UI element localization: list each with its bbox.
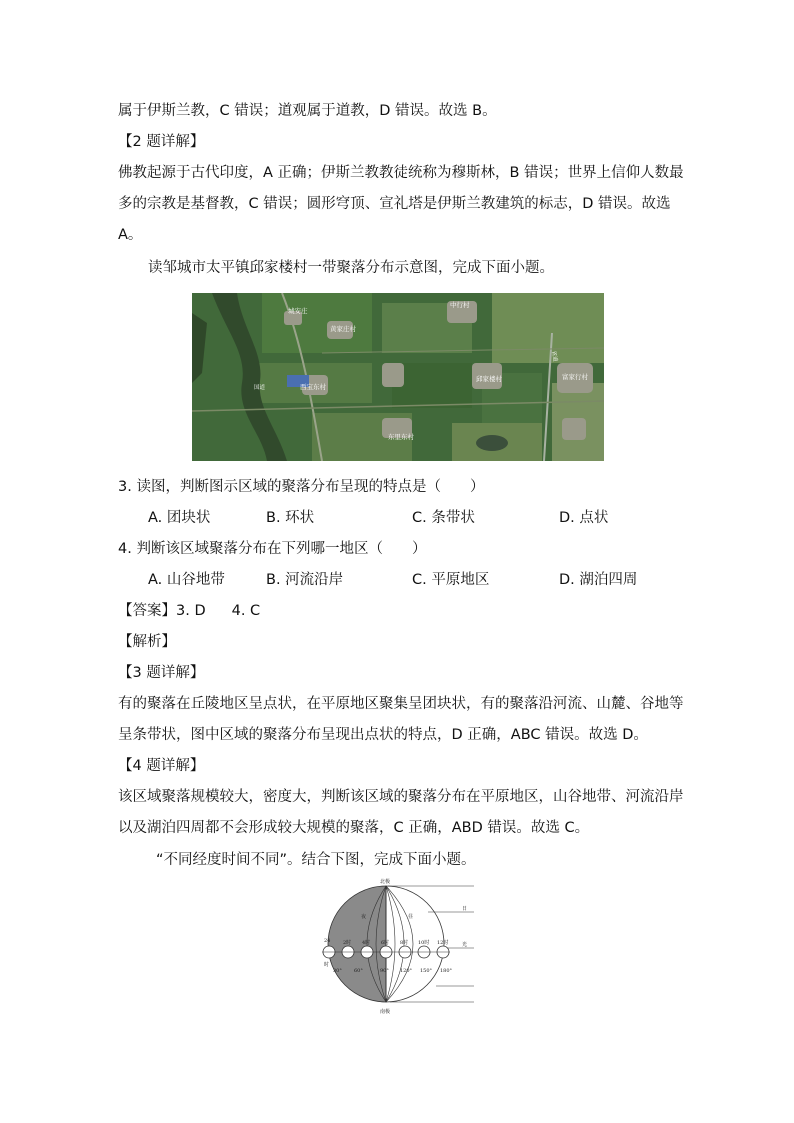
- clock-time-6: 12时: [437, 940, 449, 946]
- answer-4: 4. C: [231, 603, 261, 619]
- q3-option-c: C. 条带状: [412, 510, 475, 526]
- clock-time-5: 10时: [418, 940, 430, 946]
- answer-line: [118, 601, 260, 621]
- map-label-road-right: 省道: [550, 350, 558, 363]
- q4-option-a: A. 山谷地带: [148, 572, 225, 588]
- night-label: 夜: [361, 914, 367, 920]
- analysis-heading: 【解析】: [118, 634, 176, 650]
- section-heading: 【4 题详解】: [118, 758, 205, 774]
- text-line: 有的聚落在丘陵地区呈点状，在平原地区聚集呈团块状，有的聚落沿河流、山麓、谷地等: [118, 696, 684, 712]
- question-intro: 读邹城市太平镇邱家楼村一带聚落分布示意图，完成下面小题。: [148, 260, 554, 276]
- clock-time-0: 时: [324, 962, 330, 968]
- text-line: 呈条带状，图中区域的聚落分布呈现出点状的特点，D 正确，ABC 错误。故选 D。: [118, 727, 648, 743]
- longitude-150: 150°: [420, 968, 433, 974]
- question-3: 3. 读图，判断图示区域的聚落分布呈现的特点是（ ）: [118, 479, 485, 495]
- south-pole-label: 南极: [380, 1009, 391, 1015]
- clock-time-3: 6时: [381, 940, 390, 946]
- clock-time-1: 2时: [343, 940, 352, 946]
- question-4: 4. 判断该区域聚落分布在下列哪一地区（ ）: [118, 541, 427, 557]
- map-label-xibao: 西宝东村: [300, 383, 326, 391]
- q4-option-d: D. 湖泊四周: [559, 572, 638, 588]
- q3-option-d: D. 点状: [559, 510, 609, 526]
- longitude-120: 120°: [400, 968, 413, 974]
- q3-option-b: B. 环状: [266, 510, 315, 526]
- section-heading: 【3 题详解】: [118, 665, 205, 681]
- answer-label: 【答案】: [118, 603, 176, 619]
- text-line: 多的宗教是基督教，C 错误；圆形穹顶、宣礼塔是伊斯兰教建筑的标志，D 错误。故选: [118, 196, 671, 212]
- longitude-60: 60°: [354, 968, 363, 974]
- map-label-qiujialou: 邱家楼村: [476, 375, 502, 383]
- text-line: 属于伊斯兰教，C 错误；道观属于道教，D 错误。故选 B。: [118, 103, 497, 119]
- q4-option-c: C. 平原地区: [412, 572, 490, 588]
- map-label-zhonghang: 中行村: [450, 301, 470, 309]
- map-label-road-left: 国道: [254, 385, 266, 391]
- time-24-label: 24: [324, 938, 331, 944]
- map-label-dongli: 东里东村: [388, 433, 414, 441]
- light-label: 光: [462, 942, 468, 948]
- q3-option-a: A. 团块状: [148, 510, 211, 526]
- map-label-chengan: 城安庄: [288, 307, 308, 315]
- clock-time-2: 4时: [362, 940, 371, 946]
- answer-3: 3. D: [176, 603, 206, 619]
- text-line: 佛教起源于古代印度，A 正确；伊斯兰教教徒统称为穆斯林，B 错误；世界上信仰人数最: [118, 165, 684, 181]
- longitude-30: 30°: [333, 968, 342, 974]
- globe-time-diagram: [316, 876, 486, 1016]
- map-label-fujiahang: 富家行村: [562, 373, 588, 381]
- q4-option-b: B. 河流沿岸: [266, 572, 344, 588]
- day-label: 昼: [408, 914, 414, 920]
- north-pole-label: 北极: [380, 879, 391, 885]
- clock-time-4: 8时: [400, 940, 409, 946]
- section-heading: 【2 题详解】: [118, 134, 205, 150]
- question-intro: “不同经度时间不同”。结合下图，完成下面小题。: [156, 852, 476, 868]
- sun-label: 日: [462, 906, 468, 912]
- text-line: A。: [118, 227, 143, 243]
- map-label-huangjiazhuang: 黄家庄村: [330, 325, 356, 333]
- settlement-satellite-map: [192, 293, 604, 461]
- text-line: 该区域聚落规模较大，密度大，判断该区域的聚落分布在平原地区，山谷地带、河流沿岸: [118, 789, 684, 805]
- longitude-180: 180°: [440, 968, 453, 974]
- text-line: 以及湖泊四周都不会形成较大规模的聚落，C 正确，ABD 错误。故选 C。: [118, 820, 590, 836]
- longitude-90: 90°: [380, 968, 389, 974]
